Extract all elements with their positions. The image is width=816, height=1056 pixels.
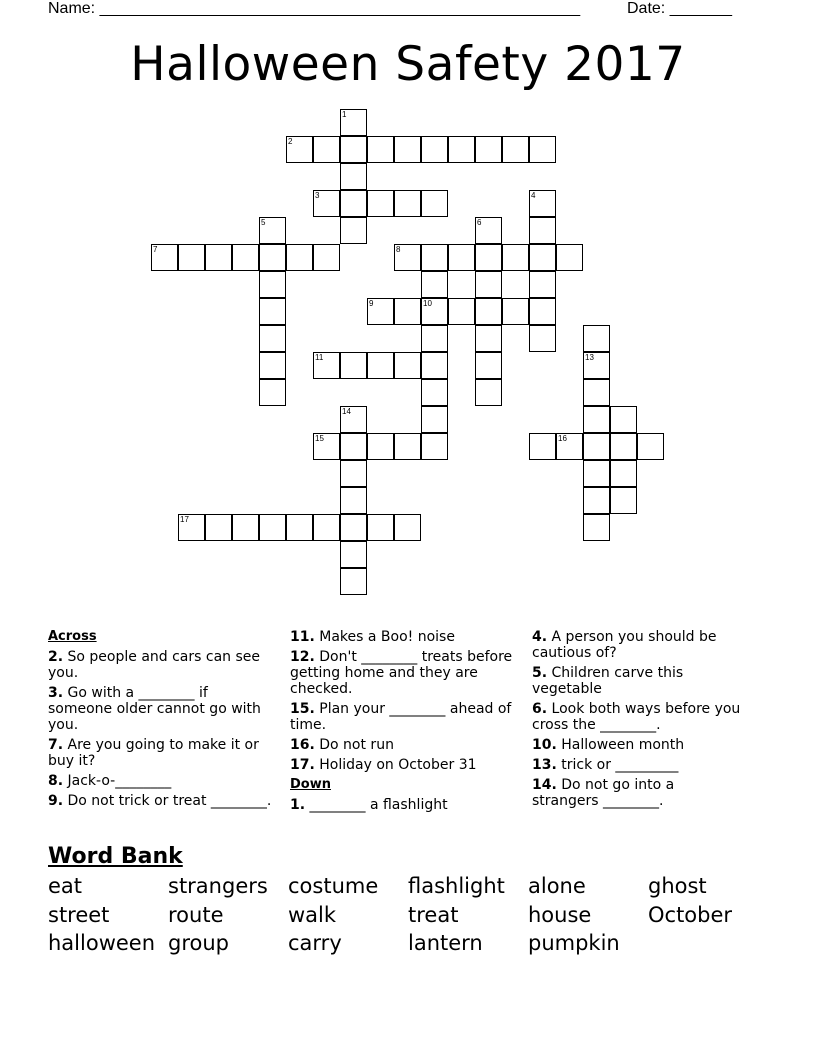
grid-cell[interactable]	[340, 568, 367, 595]
grid-cell-number: 9	[369, 299, 374, 308]
grid-cell[interactable]	[205, 244, 232, 271]
clue-across-15: 15. Plan your ________ ahead of time.	[290, 701, 512, 733]
grid-cell[interactable]	[286, 136, 313, 163]
grid-cell[interactable]	[367, 136, 394, 163]
grid-cell[interactable]	[340, 541, 367, 568]
grid-cell[interactable]	[448, 298, 475, 325]
grid-cell[interactable]	[502, 298, 529, 325]
grid-cell[interactable]	[421, 433, 448, 460]
clue-down-5: 5. Children carve this vegetable	[532, 665, 684, 697]
grid-cell[interactable]	[259, 325, 286, 352]
grid-cell[interactable]	[205, 514, 232, 541]
clue-down-13: 13. trick or _________	[532, 757, 679, 773]
grid-cell[interactable]	[340, 460, 367, 487]
grid-cell[interactable]	[583, 352, 610, 379]
clue-across-7: 7. Are you going to make it or buy it?	[48, 737, 259, 769]
grid-cell-number: 16	[558, 434, 567, 443]
grid-cell[interactable]	[259, 271, 286, 298]
grid-cell[interactable]	[340, 190, 367, 217]
grid-cell[interactable]	[529, 244, 556, 271]
grid-cell-number: 5	[261, 218, 266, 227]
word-bank-item: route	[168, 903, 224, 927]
grid-cell[interactable]	[475, 271, 502, 298]
clues-column-1	[48, 629, 276, 813]
grid-cell[interactable]	[448, 136, 475, 163]
grid-cell[interactable]	[583, 433, 610, 460]
grid-cell[interactable]	[421, 325, 448, 352]
grid-cell[interactable]	[367, 433, 394, 460]
grid-cell[interactable]	[637, 433, 664, 460]
grid-cell[interactable]	[340, 514, 367, 541]
grid-cell[interactable]	[583, 487, 610, 514]
clue-across-8: 8. Jack-o-________	[48, 773, 172, 789]
word-bank-item: group	[168, 931, 229, 955]
grid-cell-number: 14	[342, 407, 351, 416]
grid-cell[interactable]	[475, 244, 502, 271]
grid-cell[interactable]	[259, 217, 286, 244]
grid-cell-number: 2	[288, 137, 293, 146]
grid-cell[interactable]	[583, 460, 610, 487]
grid-cell[interactable]	[475, 325, 502, 352]
grid-cell[interactable]	[367, 352, 394, 379]
word-bank-item: flashlight	[408, 874, 505, 898]
grid-cell[interactable]	[556, 433, 583, 460]
clue-down-10: 10. Halloween month	[532, 737, 685, 753]
clue-down-4: 4. A person you should be cautious of?	[532, 629, 717, 661]
word-bank-item: street	[48, 903, 110, 927]
page-title: Halloween Safety 2017	[130, 37, 686, 92]
grid-cell[interactable]	[394, 352, 421, 379]
grid-cell[interactable]	[313, 244, 340, 271]
grid-cell[interactable]	[259, 514, 286, 541]
grid-cell[interactable]	[529, 217, 556, 244]
clue-across-3: 3. Go with a ________ if someone older cannot go with you.	[48, 685, 261, 733]
grid-cell[interactable]	[421, 271, 448, 298]
grid-cell[interactable]	[340, 406, 367, 433]
clue-down-1: 1. ________ a flashlight	[290, 797, 448, 813]
grid-cell[interactable]	[475, 379, 502, 406]
grid-cell[interactable]	[232, 244, 259, 271]
grid-cell[interactable]	[475, 136, 502, 163]
grid-cell[interactable]	[475, 217, 502, 244]
grid-cell[interactable]	[313, 433, 340, 460]
grid-cell[interactable]	[367, 190, 394, 217]
grid-cell[interactable]	[367, 298, 394, 325]
grid-cell[interactable]	[448, 244, 475, 271]
grid-cell[interactable]	[259, 379, 286, 406]
grid-cell[interactable]	[232, 514, 259, 541]
grid-cell-number: 1	[342, 110, 347, 119]
grid-cell[interactable]	[583, 325, 610, 352]
grid-cell[interactable]	[151, 244, 178, 271]
grid-cell[interactable]	[259, 298, 286, 325]
grid-cell[interactable]	[610, 406, 637, 433]
grid-cell[interactable]	[394, 244, 421, 271]
grid-cell[interactable]	[313, 136, 340, 163]
word-bank-item: strangers	[168, 874, 268, 898]
word-bank-item: October	[648, 903, 733, 927]
grid-cell[interactable]	[421, 136, 448, 163]
grid-cell[interactable]	[394, 136, 421, 163]
word-bank-item: treat	[408, 903, 459, 927]
grid-cell[interactable]	[421, 244, 448, 271]
grid-cell-number: 7	[153, 245, 158, 254]
grid-cell[interactable]	[529, 325, 556, 352]
grid-cell[interactable]	[178, 514, 205, 541]
grid-cell[interactable]	[178, 244, 205, 271]
grid-cell-number: 15	[315, 434, 324, 443]
clue-across-11: 11. Makes a Boo! noise	[290, 629, 455, 645]
grid-cell[interactable]	[529, 190, 556, 217]
grid-cell[interactable]	[421, 406, 448, 433]
grid-cell[interactable]	[340, 433, 367, 460]
grid-cell[interactable]	[340, 136, 367, 163]
name-field-label: Name: ______________________________________________________	[48, 0, 581, 17]
grid-cell[interactable]	[259, 352, 286, 379]
grid-cell[interactable]	[610, 433, 637, 460]
word-bank-title: Word Bank	[48, 844, 183, 869]
grid-cell-number: 4	[531, 191, 536, 200]
grid-cell[interactable]	[529, 433, 556, 460]
clue-across-16: 16. Do not run	[290, 737, 394, 753]
grid-cell-number: 17	[180, 515, 189, 524]
word-bank-item: halloween	[48, 931, 156, 955]
grid-cell[interactable]	[583, 406, 610, 433]
word-bank-item: house	[528, 903, 592, 927]
word-bank-item: carry	[288, 931, 342, 955]
grid-cell[interactable]	[529, 271, 556, 298]
grid-cell-number: 10	[423, 299, 432, 308]
word-bank-item: alone	[528, 874, 586, 898]
word-bank-item: walk	[288, 903, 337, 927]
grid-cell[interactable]	[421, 379, 448, 406]
grid-cell[interactable]	[313, 190, 340, 217]
grid-cell[interactable]	[502, 136, 529, 163]
grid-cell-number: 13	[585, 353, 594, 362]
grid-cell[interactable]	[583, 514, 610, 541]
grid-cell-number: 3	[315, 191, 320, 200]
grid-cell[interactable]	[340, 163, 367, 190]
grid-cell[interactable]	[313, 352, 340, 379]
grid-cell[interactable]	[529, 136, 556, 163]
grid-cell-number: 6	[477, 218, 482, 227]
across-heading: Across	[48, 629, 97, 644]
word-bank-item: pumpkin	[528, 931, 620, 955]
grid-cell[interactable]	[475, 352, 502, 379]
grid-cell[interactable]	[340, 217, 367, 244]
date-field-label: Date: _______	[627, 0, 732, 17]
grid-cell[interactable]	[556, 244, 583, 271]
word-bank-item: lantern	[408, 931, 483, 955]
clue-down-14: 14. Do not go into a strangers ________.	[532, 777, 675, 809]
grid-cell[interactable]	[529, 298, 556, 325]
grid-cell[interactable]	[394, 514, 421, 541]
clue-across-17: 17. Holiday on October 31	[290, 757, 477, 773]
grid-cell[interactable]	[367, 514, 394, 541]
clue-across-12: 12. Don't ________ treats before getting home and they are checked.	[290, 649, 513, 697]
clue-down-6: 6. Look both ways before you cross the ________.	[532, 701, 741, 733]
grid-cell[interactable]	[421, 352, 448, 379]
grid-cell[interactable]	[259, 244, 286, 271]
grid-cell[interactable]	[394, 433, 421, 460]
down-heading: Down	[290, 777, 331, 792]
clue-across-2: 2. So people and cars can see you.	[48, 649, 261, 681]
grid-cell[interactable]	[394, 298, 421, 325]
grid-cell[interactable]	[610, 460, 637, 487]
grid-cell[interactable]	[421, 298, 448, 325]
grid-cell[interactable]	[340, 487, 367, 514]
grid-cell[interactable]	[610, 487, 637, 514]
grid-cell[interactable]	[583, 379, 610, 406]
grid-cell[interactable]	[340, 352, 367, 379]
grid-cell[interactable]	[286, 244, 313, 271]
grid-cell[interactable]	[313, 514, 340, 541]
grid-cell[interactable]	[394, 190, 421, 217]
word-bank-item: ghost	[648, 874, 707, 898]
grid-cell[interactable]	[421, 190, 448, 217]
grid-cell-number: 11	[315, 353, 324, 362]
grid-cell[interactable]	[286, 514, 313, 541]
grid-cell-number: 8	[396, 245, 401, 254]
clues-column-3	[532, 629, 742, 813]
grid-cell[interactable]	[340, 109, 367, 136]
word-bank-item: eat	[48, 874, 83, 898]
grid-cell[interactable]	[502, 244, 529, 271]
clues-column-2	[290, 629, 520, 817]
grid-cell[interactable]	[475, 298, 502, 325]
word-bank-item: costume	[288, 874, 379, 898]
clue-across-9: 9. Do not trick or treat ________.	[48, 793, 272, 809]
